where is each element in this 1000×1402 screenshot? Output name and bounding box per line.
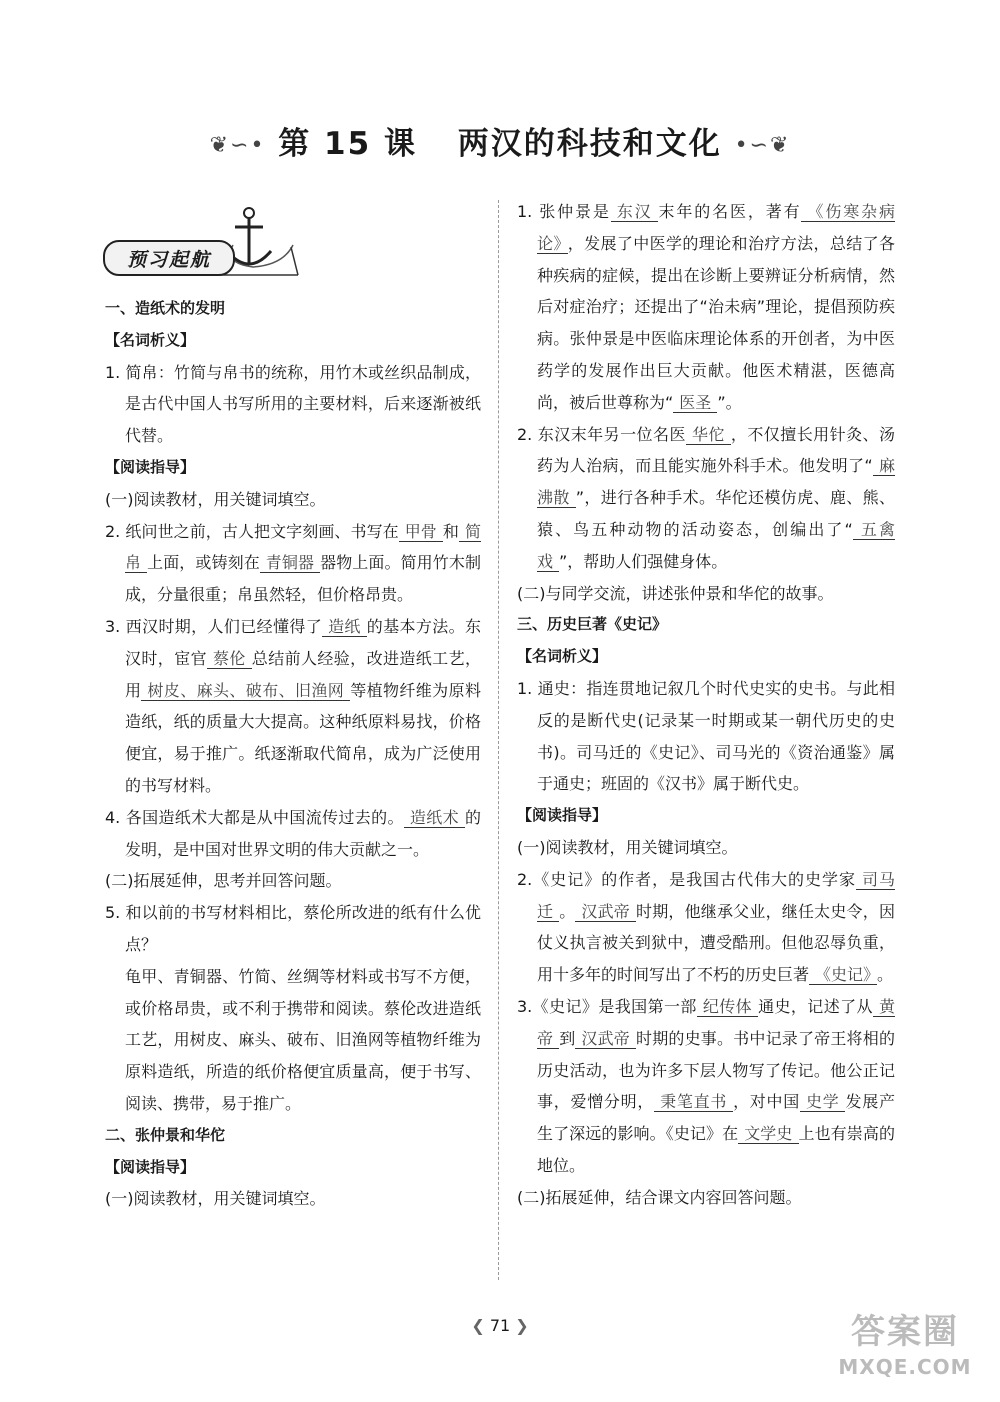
bracket-left-icon: ❮ <box>471 1316 485 1335</box>
subheading: (一)阅读教材，用关键词填空。 <box>517 837 738 857</box>
answer-blank: 黄帝 <box>537 996 895 1048</box>
definition-item: 1. 通史：指连贯地记叙几个时代史实的史书。与此相反的是断代史(记录某一时期或某一朝代历史的史书)。司马迁的《史记》、司马光的《资治通鉴》属于通史；班固的《汉书》属于断代史。 <box>517 678 895 794</box>
question-3 <box>105 611 481 802</box>
answer-blank: 史学 <box>800 1092 845 1112</box>
answer-blank: 树皮、麻头、破布、旧渔网 <box>141 681 350 701</box>
q-text: 时期的史事。书中记录了帝王将相的历史活动，也为许多下层人物写了传记。他公正记事，爱憎分明， <box>537 1028 895 1112</box>
subheading: (二)与同学交流，讲述张仲景和华佗的故事。 <box>517 583 834 603</box>
q-text: 等植物纤维为原料造纸，纸的质量大大提高。这种纸原料易找，价格便宜，易于推广。纸逐渐取代简帛，成为广泛使用的书写材料。 <box>125 680 481 795</box>
q-text: 上也有崇高的地位。 <box>537 1124 895 1175</box>
question-5: 5. 和以前的书写材料相比，蔡伦所改进的纸有什么优点？ <box>105 903 481 954</box>
q-text: 到 <box>559 1028 576 1048</box>
bracket-right-icon: ❯ <box>515 1316 529 1335</box>
section-title: 二、张仲景和华佗 <box>105 1125 226 1144</box>
page-number-text: 71 <box>489 1316 511 1335</box>
answer-blank: 蔡伦 <box>207 649 252 669</box>
answer-blank: 造纸 <box>322 617 367 637</box>
lesson-name: 两汉的科技和文化 <box>457 126 722 162</box>
section-title: 三、历史巨著《史记》 <box>517 615 668 634</box>
q-text: ，对中国 <box>733 1092 801 1112</box>
answer-blank: 简帛 <box>125 521 481 573</box>
q-text: ”，帮助人们强健身体。 <box>559 551 728 571</box>
tag-reading: 【阅读指导】 <box>517 806 608 825</box>
question-1 <box>517 196 895 419</box>
answer-blank: 五禽戏 <box>537 519 895 571</box>
question-4 <box>105 802 481 866</box>
q-text: 的基本方法。东汉时，宦官 <box>125 616 481 668</box>
answer-blank: 华佗 <box>686 425 731 445</box>
q-text: 。 <box>877 965 894 985</box>
column-divider <box>498 200 499 1280</box>
badge-label: 预习起航 <box>103 240 235 276</box>
answer-blank: 造纸术 <box>404 808 465 828</box>
q-text: 总结前人经验，改进造纸工艺，用 <box>125 648 481 700</box>
page-number <box>470 1310 530 1342</box>
q-text: 2.《史记》的作者，是我国古代伟大的史学家 <box>517 869 856 889</box>
q-text: 1. 张仲景是 <box>517 202 611 221</box>
answer-blank: 《史记》 <box>809 965 877 985</box>
answer-blank: 东汉 <box>611 202 659 222</box>
q-text: ”。 <box>717 392 742 412</box>
q-text: 4. 各国造纸术大都是从中国流传过去的。 <box>105 807 404 827</box>
question-4 <box>517 991 895 1182</box>
watermark-title: 答案圈 <box>851 1312 959 1352</box>
answer-blank: 汉武帝 <box>575 1029 636 1049</box>
subheading: (一)阅读教材，用关键词填空。 <box>105 489 326 509</box>
q-text: 3.《史记》是我国第一部 <box>517 996 697 1016</box>
answer-blank: 麻沸散 <box>537 456 895 508</box>
q-text: 上面，或铸刻在 <box>147 553 260 573</box>
answer-blank: 司马迁 <box>537 869 895 921</box>
q-text: 器物上面。简用竹木制成，分量很重；帛虽然轻，但价格昂贵。 <box>125 553 481 605</box>
question-2 <box>105 516 481 611</box>
watermark-url: MXQE.COM <box>838 1355 972 1379</box>
tag-reading: 【阅读指导】 <box>105 1157 196 1176</box>
section-title: 一、造纸术的发明 <box>105 299 226 317</box>
tag-reading: 【阅读指导】 <box>105 457 196 476</box>
lesson-number: 第 15 课 <box>278 126 417 162</box>
q-text: ”，进行各种手术。华佗还模仿虎、鹿、熊、猿、鸟五种动物的活动姿态，创编出了“ <box>537 488 895 539</box>
q-text: 的发明，是中国对世界文明的伟大贡献之一。 <box>125 807 481 859</box>
watermark <box>820 1310 990 1390</box>
q-text: ，不仅擅长用针灸、汤药为人治病，而且能实施外科手术。他发明了“ <box>537 424 895 476</box>
answer-blank: 汉武帝 <box>575 902 636 922</box>
q-text: 时期，他继承父业，继任太史令，因仗义执言被关到狱中，遭受酷刑。但他忍辱负重，用十多年的时间写出了不朽的历史巨著 <box>537 901 895 985</box>
subheading: (一)阅读教材，用关键词填空。 <box>105 1189 326 1209</box>
tag-definition: 【名词析义】 <box>517 647 608 666</box>
q-text: 通史，记述了从 <box>758 996 873 1016</box>
q-text: 末年的名医，著有 <box>658 202 802 221</box>
left-column <box>105 293 481 1215</box>
subheading: (二)拓展延伸，结合课文内容回答问题。 <box>517 1187 802 1207</box>
question-2 <box>517 419 895 578</box>
question-1: 1. 简帛：竹简与帛书的统称，用竹木或丝织品制成，是古代中国人书写所用的主要材料，后来逐渐被纸代替。 <box>105 362 481 446</box>
answer-blank: 甲骨 <box>399 522 443 542</box>
q-text: 发展产生了深远的影响。《史记》在 <box>537 1092 895 1144</box>
subheading: (二)拓展延伸，思考并回答问题。 <box>105 871 342 891</box>
answer-blank: 医圣 <box>673 393 717 413</box>
tag-definition: 【名词析义】 <box>105 330 196 349</box>
answer-blank: 《伤寒杂病论》 <box>537 202 895 253</box>
right-column <box>517 196 895 1214</box>
preview-badge <box>103 205 303 285</box>
q-text: 2. 东汉末年另一位名医 <box>517 424 686 444</box>
ornament-left-icon: ❦∽• <box>209 133 266 158</box>
question-3 <box>517 864 895 991</box>
ornament-right-icon: •∽❦ <box>734 133 791 158</box>
q-text: 3. 西汉时期，人们已经懂得了 <box>105 616 323 636</box>
answer-blank: 纪传体 <box>697 997 758 1017</box>
q-text: 。 <box>559 901 576 921</box>
answer-blank: 秉笔直书 <box>654 1092 733 1112</box>
answer-blank: 青铜器 <box>260 553 320 573</box>
lesson-title <box>0 118 1000 163</box>
q-text: ，发展了中医学的理论和治疗方法，总结了各种疾病的症候，提出在诊断上要辨证分析病情，然后对症治疗；还提出了“治未病”理论，提倡预防疾病。张仲景是中医临床理论体系的开创者，为中医药学的发展作出巨大贡献。他医术精湛，医德高尚，被后世尊称为“ <box>537 233 895 412</box>
answer-text: 龟甲、青铜器、竹简、丝绸等材料或书写不方便，或价格昂贵，或不利于携带和阅读。蔡伦改进造纸工艺，用树皮、麻头、破布、旧渔网等植物纤维为原料造纸，所造的纸价格便宜质量高，便于书写、阅读、携带，易于推广。 <box>125 966 481 1113</box>
q-text: 2. 纸问世之前，古人把文字刻画、书写在 <box>105 521 399 541</box>
answer-blank: 文学史 <box>738 1124 798 1144</box>
q-text: 和 <box>442 521 459 541</box>
